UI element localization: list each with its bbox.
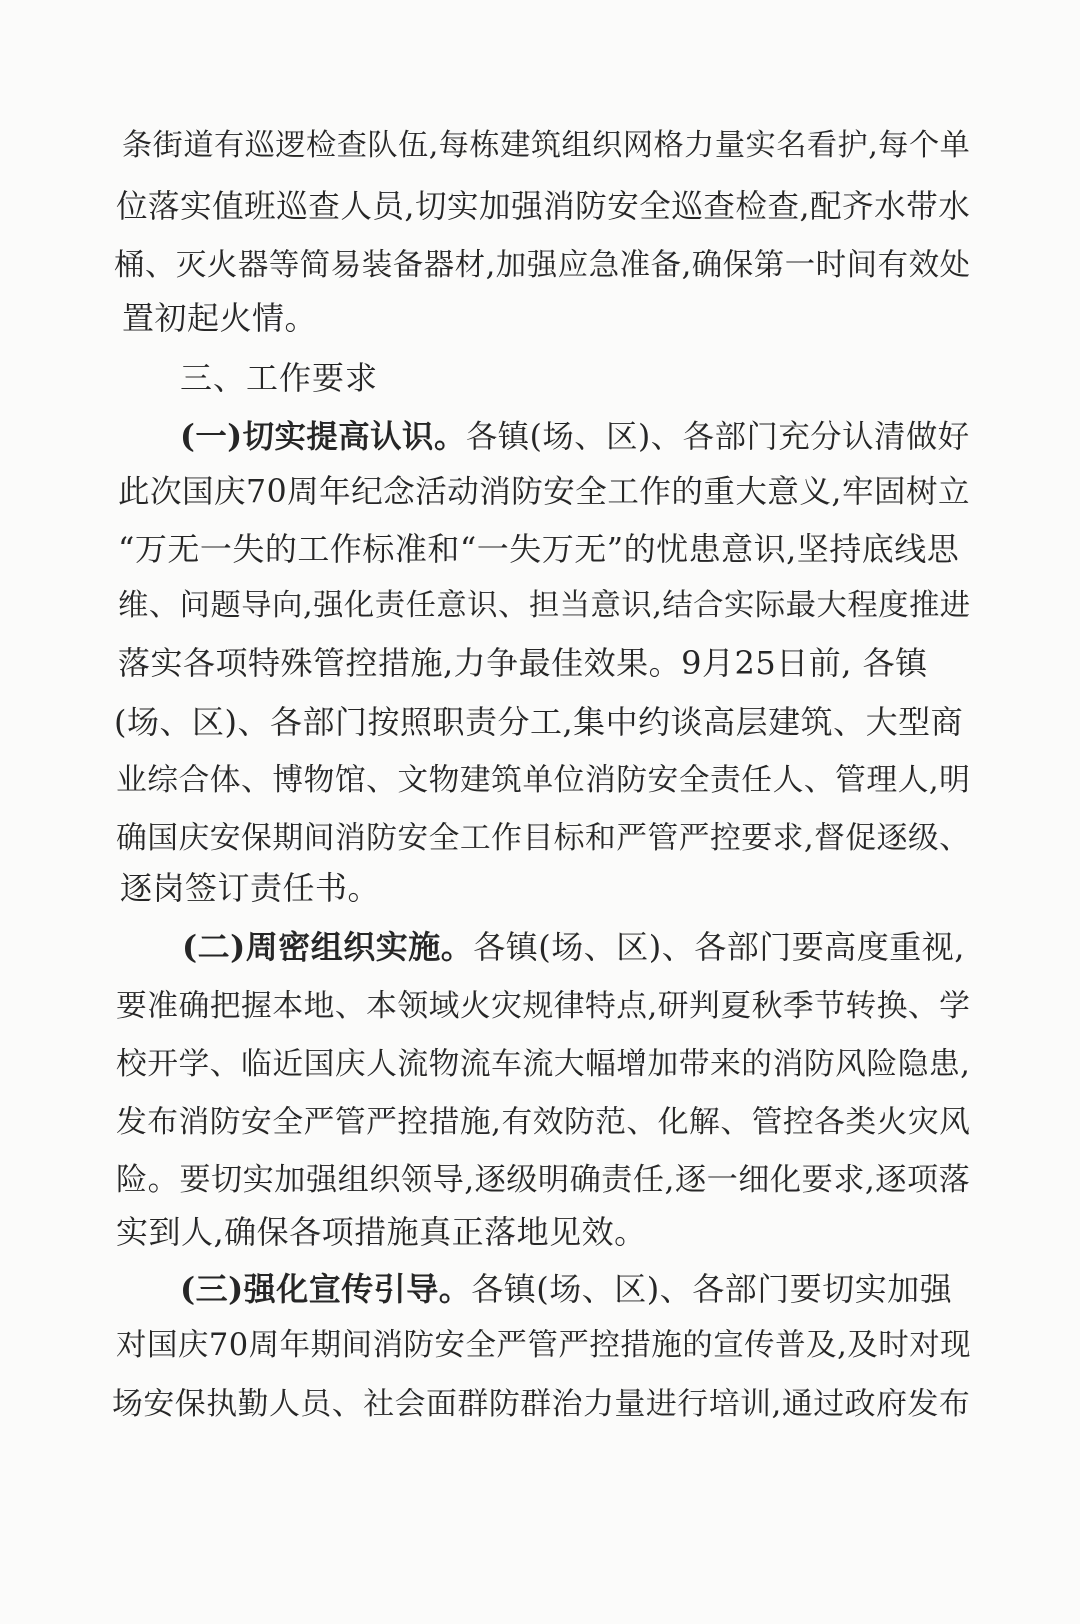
item-1-text: 各镇(场、区)、各部门充分认清做好	[465, 419, 970, 455]
text-line: 确国庆安保期间消防安全工作目标和严管严控要求,督促逐级、	[116, 820, 971, 856]
section-heading: 三、工作要求	[180, 359, 379, 397]
item-1-title: (一)切实提高认识。	[180, 419, 466, 455]
item-2-text: 各镇(场、区)、各部门要高度重视,	[473, 928, 965, 966]
text-line: 对国庆70周年期间消防安全严管严控措施的宣传普及,及时对现	[116, 1328, 972, 1363]
item-1-first-line	[180, 417, 970, 457]
text-line: 险。要切实加强组织领导,逐级明确责任,逐一细化要求,逐项落	[116, 1162, 971, 1198]
text-line: 条街道有巡逻检查队伍,每栋建筑组织网格力量实名看护,每个单	[122, 128, 971, 163]
text-line: 逐岗签订责任书。	[120, 869, 381, 907]
text-line: 校开学、临近国庆人流物流车流大幅增加带来的消防风险隐患,	[116, 1046, 971, 1082]
item-3-first-line	[180, 1269, 952, 1309]
text-line: 发布消防安全严管严控措施,有效防范、化解、管控各类火灾风	[116, 1104, 971, 1140]
text-line: 实到人,确保各项措施真正落地见效。	[116, 1213, 647, 1251]
text-line: 场安保执勤人员、社会面群防群治力量进行培训,通过政府发布	[112, 1386, 971, 1422]
text-line: 此次国庆70周年纪念活动消防安全工作的重大意义,牢固树立	[118, 474, 971, 510]
text-line: 桶、灭火器等简易装备器材,加强应急准备,确保第一时间有效处	[114, 248, 971, 283]
text-line: “万无一失的工作标准和“一失万无”的忧患意识,坚持底线思	[118, 530, 960, 568]
text-line: 位落实值班巡查人员,切实加强消防安全巡查检查,配齐水带水	[116, 189, 971, 225]
text-line: 置初起火情。	[122, 299, 318, 337]
text-line: 业综合体、博物馆、文物建筑单位消防安全责任人、管理人,明	[116, 762, 971, 798]
text-line: (场、区)、各部门按照职责分工,集中约谈高层建筑、大型商	[114, 703, 964, 741]
item-3-title: (三)强化宣传引导。	[180, 1270, 472, 1308]
item-2-title: (二)周密组织实施。	[182, 928, 474, 966]
text-line: 落实各项特殊管控措施,力争最佳效果。9月25日前, 各镇	[118, 644, 928, 682]
item-2-first-line	[182, 927, 965, 967]
text-line: 维、问题导向,强化责任意识、担当意识,结合实际最大程度推进	[118, 588, 971, 623]
item-3-text: 各镇(场、区)、各部门要切实加强	[471, 1270, 953, 1308]
text-line: 要准确把握本地、本领域火灾规律特点,研判夏秋季节转换、学	[116, 988, 971, 1024]
